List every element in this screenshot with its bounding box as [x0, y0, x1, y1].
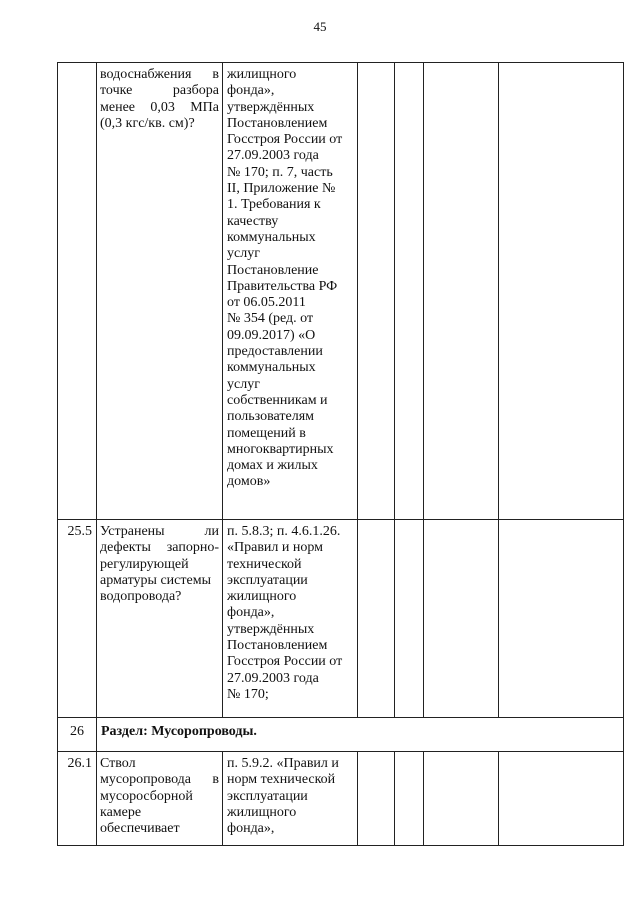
empty-cell [424, 752, 499, 846]
reference-cell: п. 5.9.2. «Правил и норм технической эксплуатации жилищного фонда», [223, 752, 358, 846]
question-cell [97, 63, 223, 520]
empty-cell [499, 63, 624, 520]
empty-cell [358, 520, 395, 718]
section-title: Раздел: Мусоропроводы. [97, 718, 624, 752]
empty-cell [395, 63, 424, 520]
row-number: 25.5 [58, 520, 97, 718]
question-line: мусоропровода в [100, 772, 219, 788]
section-number: 26 [58, 718, 97, 752]
question-line: Ствол [100, 756, 136, 771]
section-row [58, 718, 624, 752]
question-line: арматуры системы [100, 572, 211, 588]
reference-cell: жилищного фонда», утверждённых Постановлением Госстроя России от 27.09.2003 года № 170; п. 7, часть II, Приложение № 1. Требования к качеству коммунальных услуг Постановление Правительства РФ от 06.05.2011 № 354 (ред. от 09.09.2017) «О предоставлении коммунальных услуг собственникам и пользователям помещений в многоквартирных домах и жилых домов» [223, 63, 358, 520]
question-line: мусоросборной [100, 788, 193, 804]
question-line: Устранены ли [100, 524, 219, 539]
table-row [58, 520, 624, 718]
question-line: камере [100, 804, 142, 820]
empty-cell [424, 63, 499, 520]
question-line: регулирующей [100, 556, 189, 572]
empty-cell [358, 752, 395, 846]
question-cell [97, 520, 223, 718]
question-line: водоснабжения в [100, 67, 219, 82]
table-row [58, 63, 624, 520]
question-line: водопровода? [100, 589, 182, 605]
checklist-table [57, 62, 624, 846]
question-line: (0,3 кгс/кв. см)? [100, 115, 195, 131]
question-line: дефекты запорно- [100, 540, 219, 556]
empty-cell [424, 520, 499, 718]
empty-cell [499, 520, 624, 718]
reference-cell: п. 5.8.3; п. 4.6.1.26. «Правил и норм технической эксплуатации жилищного фонда», утверждённых Постановлением Госстроя России от 27.09.2003 года № 170; [223, 520, 358, 718]
empty-cell [395, 752, 424, 846]
table-row [58, 752, 624, 846]
question-line: обеспечивает [100, 821, 180, 837]
question-line: точке разбора [100, 83, 219, 99]
empty-cell [358, 63, 395, 520]
row-number [58, 63, 97, 520]
page-number: 45 [313, 19, 327, 34]
empty-cell [499, 752, 624, 846]
row-number: 26.1 [58, 752, 97, 846]
empty-cell [395, 520, 424, 718]
question-cell [97, 752, 223, 846]
question-line: менее 0,03 МПа [100, 99, 219, 115]
